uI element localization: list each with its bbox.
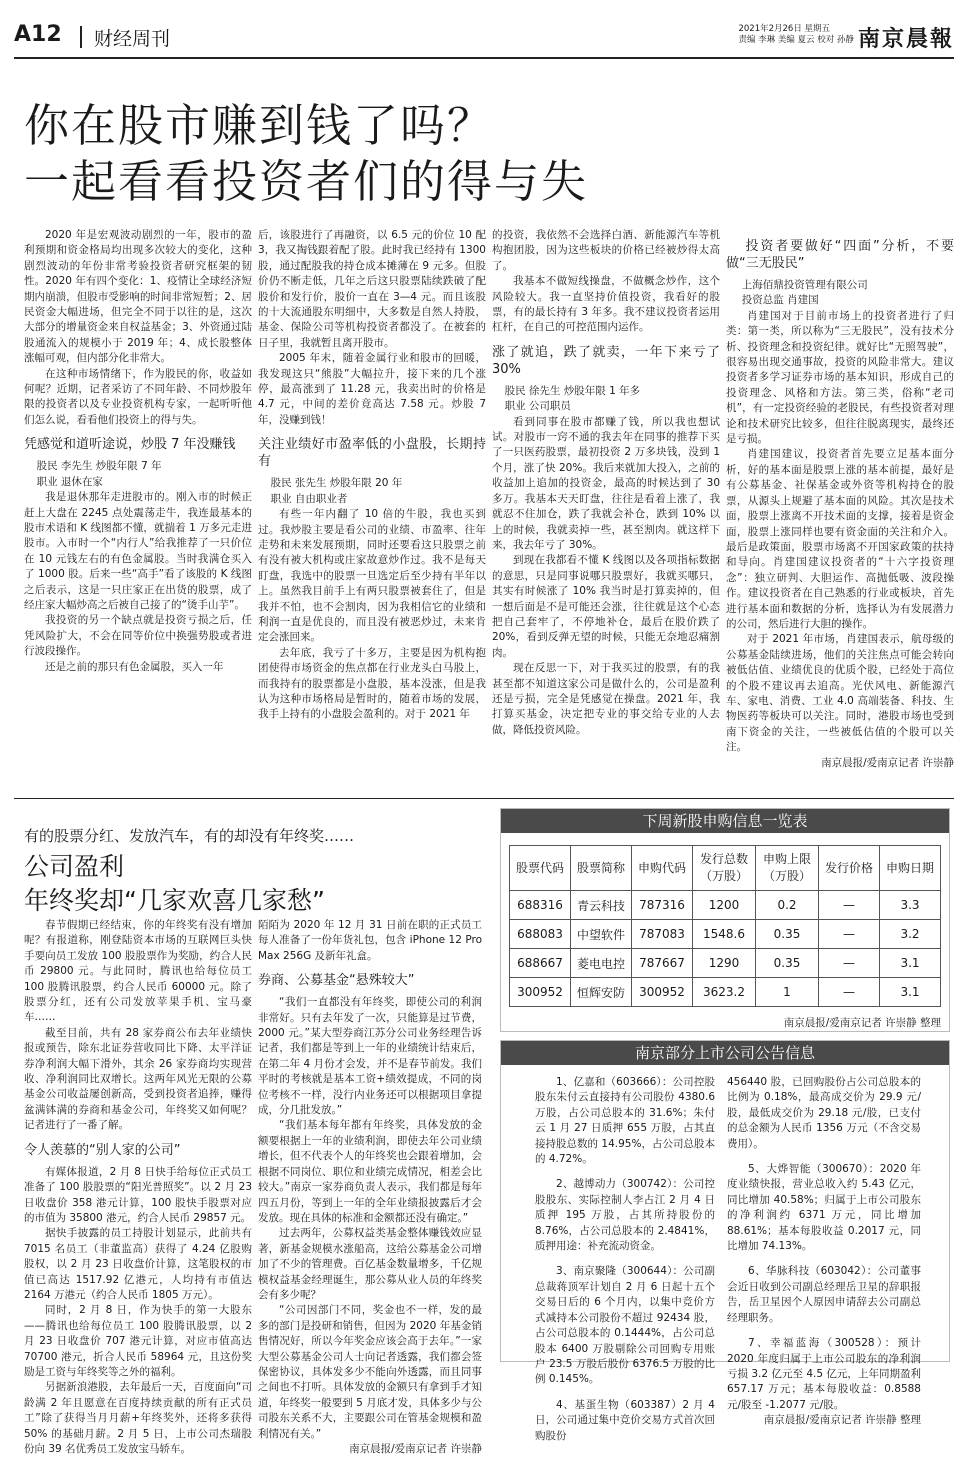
paragraph: 同时，2 月 8 日，作为快手的第一大股东——腾讯也给每位员工 100 股腾讯股票，以 2 月 23 日收盘价 707 港元计算，对应市值高达 70700 港元，折合人民币 58964 元，且这份奖励是工资与年终奖等之外的福利。 — [24, 1304, 252, 1378]
headline-line-1: 你在股市赚到钱了吗？ — [24, 99, 495, 152]
table-row — [510, 949, 941, 978]
paragraph: “公司因部门不同，奖金也不一样，发的最多的部门是投研和销售，但因为 2020 年基金销售情况好，所以今年奖金应该会高于去年。”一家大型公募基金公司人士向记者透露，我们都会签保密协议，具体发多少不能向外透露，而且同事之间也不打听。具体发放的金额只有拿到手才知道，年终奖一般要到 5 月底才发，具体多少与公司股东关系不大，主要跟公司在管基金规模和盈利情况有关。” — [258, 1304, 482, 1440]
paragraph: 有媒体报道，2 月 8 日快手给每位正式员工准备了 100 股股票的“阳光普照奖”。以 2 月 23 日收盘价 358 港元计算，100 股快手股票对应的市值为 35800 港元，约合人民币 29857 元。 — [24, 1165, 252, 1224]
paragraph: 另据新浪港股，去年最后一天，百度面向“司龄满 2 年且愿意在百度持续贡献的所有正式员工”除了获得当月月薪+年终奖外，还将多获得 50% 的基础月薪。2 月 5 日，上市公司杰瑞股份向 39 名优秀员工发放宝马轿车。 — [24, 1381, 252, 1455]
cell: — — [819, 920, 880, 949]
column-header: 发行价格 — [819, 846, 880, 891]
bottom-article-header — [24, 826, 484, 918]
announcement-item: 3、南京聚隆（300644）：公司副总裁蒋顶军计划自 2 月 6 日起十五个交易日后的 6 个月内，以集中竞价方式减持本公司股份不超过 92434 股，占公司总股本的 0.1444%，占公司总股本 6400 万股剔除公司回购专用账户 23.5 万股后股份 6376.5 万股的比例 0.145%。 — [535, 1265, 715, 1386]
paragraph: 陌陌为 2020 年 12 月 31 日前在职的正式员工每人准备了一份年货礼包，包含 iPhone 12 Pro Max 256G 及新年礼盒。 — [258, 919, 482, 962]
org-line: 上海佰鼎投资管理有限公司 — [741, 279, 868, 291]
cell: 1290 — [693, 949, 756, 978]
cell: 0.35 — [756, 920, 819, 949]
cell: 菱电电控 — [571, 949, 632, 978]
ipo-table-title: 下周新股申购信息一览表 — [501, 809, 949, 833]
cell: 恒辉安防 — [571, 978, 632, 1007]
paragraph: “我们一直都没有年终奖，即使公司的利润非常好。只有去年发了一次，只能算是过节费，2000 元。”某大型券商江苏分公司业务经理告诉记者，我们都是等到上一年的业绩统计结束后，在第二年 4 月份才会发，并不是春节前发。我们平时的考核就是基本工资+绩效提成，不同的岗位考核不一样，没行内业务还可以根据项目拿提成，分几批发放。” — [258, 996, 482, 1117]
table-row — [510, 920, 941, 949]
cell: 688316 — [510, 891, 571, 920]
cell: 3623.2 — [693, 978, 756, 1007]
top-article-col-4 — [726, 238, 954, 788]
announcement-item: 1、亿嘉和（603666）：公司控股股东朱付云直接持有公司股份 4380.6 万股，占公司总股本的 31.6%；朱付云 1 月 27 日质押 655 万股，占其直接持股总数的 14.95%，占公司总股本的 4.72%。 — [535, 1076, 715, 1166]
page-header — [14, 18, 954, 54]
subheading: 关注业绩好市盈率低的小盘股，长期持有 — [258, 437, 486, 470]
subheading: 券商、公募基金“悬殊较大” — [258, 973, 415, 989]
cell: 1548.6 — [693, 920, 756, 949]
cell: 1200 — [693, 891, 756, 920]
column-header: 申购代码 — [632, 846, 693, 891]
table-header-row — [510, 846, 941, 891]
bottom-title-line-2: 年终奖却“几家欢喜几家愁” — [24, 886, 325, 915]
paragraph: 还是之前的那只有色金属股，买入一年 — [45, 660, 224, 673]
cell: 3.1 — [880, 978, 941, 1007]
byline: 南京晨报/爱南京记者 许崇静 — [821, 756, 954, 769]
profile-line: 股民 张先生 炒股年限 20 年 — [270, 477, 403, 490]
date-editors-info — [738, 24, 854, 46]
byline: 南京晨报/爱南京记者 许崇静 整理 — [763, 1414, 921, 1427]
column-header: 申购上限（万股） — [756, 846, 819, 891]
paragraph: 看到同事在股市都赚了钱，所以我也想试试。对股市一窍不通的我去年在同事的推荐下买了一只医药股票，最初投资 2 万多块钱，没到 1 个月，涨了快 20%。我后来就加大投入，之前的收益加上追加的投资金，最高的时候达到了 30 多万。我基本天天盯盘，往往是看着上涨了，我就忍不住加仓，跌了我就会补仓，跌到 10% 以上的时候，我就卖掉一些，甚至割肉。就这样下来，我去年亏了 30%。 — [492, 415, 720, 551]
cell: 787667 — [632, 949, 693, 978]
paragraph: 据快手披露的员工持股计划显示，此前共有 7015 名员工（非董监高）获得了 4.24 亿股购股权，以 2 月 23 日收盘价计算，这笔股权的市值已高达 1517.92 亿港元，人均持有市值达 2164 万港元（约合人民币 1805 万元）。 — [24, 1227, 252, 1301]
cell: — — [819, 978, 880, 1007]
cell: 3.1 — [880, 949, 941, 978]
cell: 300952 — [632, 978, 693, 1007]
top-article-col-2 — [258, 228, 486, 788]
paragraph: 春节假期已经结束，你的年终奖有没有增加呢？有报道称，刚登陆资本市场的互联网巨头快手要向员工发放 100 股股票作为奖励，约合人民币 29800 元。与此同时，腾讯也给每位员工 100 股腾讯股票，约合人民币 60000 元。除了股票分红，还有公司发放苹果手机、宝马豪车…… — [24, 919, 252, 1024]
announcement-item: 7、幸福蓝海（300528）：预计 2020 年度归属于上市公司股东的净利润亏损 3.2 亿元至 4.5 亿元，上年同期盈利 657.17 万元；基本每股收益：0.8588 元/股至 -1.2077 元/股。 — [727, 1337, 921, 1411]
cell: 3.3 — [880, 891, 941, 920]
page-number: A12 — [14, 22, 62, 47]
cell: 青云科技 — [571, 891, 632, 920]
subheading: 涨了就追，跌了就卖，一年下来亏了30% — [492, 344, 720, 377]
cell: 1 — [756, 978, 819, 1007]
ipo-info-box — [500, 808, 950, 1032]
paragraph: 现在反思一下，对于我买过的股票，有的我甚至都不知道这家公司是做什么的，公司是盈利还是亏损，完全是凭感觉在操盘。2021 年，我打算买基金，决定把专业的事交给专业的人去做，降低投资风险。 — [492, 662, 720, 736]
profile-line: 职业 公司职员 — [504, 400, 571, 413]
column-header: 股票代码 — [510, 846, 571, 891]
cell: 3.2 — [880, 920, 941, 949]
announcements-title: 南京部分上市公司公告信息 — [501, 1041, 949, 1065]
paragraph: 有些一年内翻了 10 倍的牛股，我也买到过。我炒股主要是看公司的业绩、市盈率、往年走势和未来发展预期，同时还要看这只股票之前有没有被大机构或庄家故意炒作过。我不是每天盯盘，我选中的股票一旦选定后至少持有半年以上。虽然我目前手上有两只股票被套住了，但是我并不怕，也不会割肉，因为我相信它的业绩和利润一直是优良的，而且没有被恶炒过，未来肯定会涨回来。 — [258, 508, 486, 644]
cell: 787316 — [632, 891, 693, 920]
cell: 中望软件 — [571, 920, 632, 949]
paragraph: 2005 年末，随着金属行业和股市的回暖，我发现这只“熊股”大幅拉升，接下来的几个涨停，最高涨到了 11.28 元，我卖出时的价格是 4.7 元，中间的差价竟高达 7.58 元。炒股 7 年，没赚到钱！ — [258, 352, 486, 426]
bottom-title-line-1: 公司盈利 — [24, 852, 125, 881]
profile-line: 股民 徐先生 炒股年限 1 年多 — [504, 384, 641, 397]
headline-line-2: 一起看看投资者们的得与失 — [24, 155, 589, 208]
cell: — — [819, 891, 880, 920]
paragraph: 截至目前，共有 28 家券商公布去年业绩快报或预告，除东北证券营收同比下降、太平洋证券净利润大幅下滑外，其余 26 家券商均实现营收、净利润同比双增长。这两年风光无限的公募基金公司收益屡创新高，受到投资者追捧，赚得盆满钵满的券商和基金公司，年终奖又如何呢？记者进行了一番了解。 — [24, 1026, 252, 1132]
org-line: 投资总监 肖建国 — [741, 294, 819, 307]
paragraph: 在这种市场情绪下，作为股民的你，收益如何呢？近期，记者采访了不同年龄、不同炒股年限的投资者以及专业投资机构专家，一起听听他们怎么说，看看他们投资上的得与失。 — [24, 367, 252, 426]
subheading: 凭感觉和道听途说，炒股 7 年没赚钱 — [24, 437, 236, 453]
paragraph: 2020 年是宏观波动剧烈的一年，股市的盈利预期和资金格局均出现多次较大的变化，这种剧烈波动的年份非常考验投资者研究框架的韧性。2020 年有四个变化：1、疫情让全球经济短期内崩溃，但股市受影响的时间非常短暂；2、居民资金大幅进场，但完全不同于以往的是，这次大部分的增量资金来自权益基金；3、外资通过陆股通流入的规模小于 2019 年；4、成长股整体涨幅可观，但内部分化非常大。 — [24, 229, 252, 365]
paragraph: “我们基本每年都有年终奖，具体发放的金额要根据上一年的业绩利润，即使去年公司业绩增长，但不代表个人的年终奖也会跟着增加，会根据不同岗位、职位和业绩完成情况，相差会比较大。”南京一家券商负责人表示，我们都是每年四五月份，等到上一年的全年业绩报披露后才会发放。现在具体的标准和金额都还没有确定。” — [258, 1119, 482, 1224]
cell: 0.35 — [756, 949, 819, 978]
cell: 300952 — [510, 978, 571, 1007]
table-row — [510, 978, 941, 1007]
cell: — — [819, 949, 880, 978]
paper-logo: 南京晨報 — [857, 26, 954, 52]
announcement-item: 456440 股，已回购股份占公司总股本的比例为 0.18%，最高成交价为 29.9 元/股，最低成交价为 29.18 元/股，已支付的总金额为人民币 1356 万元（不含交易费用）。 — [727, 1076, 921, 1150]
announcement-item: 2、越博动力（300742）：公司控股股东、实际控制人李占江 2 月 4 日质押 195 万股，占其所持股份的 8.76%，占公司总股本的 2.4841%，质押用途：补充流动资金。 — [535, 1178, 715, 1253]
paragraph: 对于 2021 年市场，肖建国表示，航母级的公募基金陆续进场，他们的关注焦点可能会转向被低估值、业绩优良的优质个股，已经处于高位的个股不建议再去追高。光伏风电、新能源汽车、家电、消费、工业 4.0 高端装备、科技、生物医药等板块可以关注。同时，港股市场也受到南下资金的关注，一些被低估值的个股可以关注。 — [726, 633, 954, 754]
profile-line: 职业 自由职业者 — [270, 492, 348, 505]
header-divider — [80, 26, 82, 48]
paragraph: 我基本不做短线操盘，不做概念炒作，这个风险较大。我一直坚持价值投资，我看好的股票，有的最长持有 3 年多。我不建议投资者运用杠杆，在自己的可控范围内运作。 — [492, 275, 720, 334]
paragraph: 过去两年，公募权益类基金整体赚钱效应显著，新基金规模水涨船高，这给公募基金公司增加了不少的管理费。百亿基金数量增多，千亿规模权益基金经理诞生，那公募从业人员的年终奖会有多少呢？ — [258, 1227, 482, 1301]
announcement-item: 4、基蛋生物（603387）2 月 4 日，公司通过集中竞价交易方式首次回购股份 — [535, 1398, 715, 1442]
byline: 南京晨报/爱南京记者 许崇静 整理 — [783, 1017, 941, 1029]
section-name: 财经周刊 — [94, 28, 171, 50]
editors-line: 责编 李琳 美编 夏云 校对 孙静 — [738, 35, 854, 45]
paragraph: 我投资的另一个缺点就是投资亏损之后，任凭风险扩大，不会在同等价位中换强势股或者进行波段操作。 — [24, 614, 252, 658]
subheading: 投资者要做好“四面”分析，不要做“三无股民” — [726, 239, 954, 271]
byline: 南京晨报/爱南京记者 许崇静 — [349, 1443, 482, 1455]
announcement-item: 5、大烨智能（300670）：2020 年度业绩快报，营业总收入约 5.43 亿元，同比增加 40.58%；归属于上市公司股东的净利润约 6371 万元，同比增加 88.61%；基本每股收益 0.2017 元，同比增加 74.13%。 — [727, 1163, 921, 1253]
paragraph: 去年底，我亏了十多万，主要是因为机构抱团使得市场资金的焦点都在行业龙头白马股上，而我持有的股票都是小盘股，基本没涨，但是我认为这种市场格局是暂时的，随着市场的发展，我手上持有的小盘股会盈利的。对于 2021 年 — [258, 646, 486, 721]
column-header: 股票简称 — [571, 846, 632, 891]
ipo-table — [509, 845, 941, 1007]
announcement-item: 6、华脉科技（603042）：公司董事会近日收到公司副总经理岳卫星的辞职报告，岳卫星因个人原因申请辞去公司副总经理职务。 — [727, 1265, 921, 1324]
profile-line: 职业 退休在家 — [36, 475, 103, 488]
top-article-col-1 — [24, 228, 252, 788]
paragraph: 后，该股进行了再融资，以 6.5 元的价位 10 配 3，我又掏钱跟着配了股。此时我已经持有 1300 股，通过配股我的持仓成本摊薄在 9 元多。但股价仍不断走低，几年之后这只股票陆续跌破了配股价和发行价，股价一直在 3—4 元。而且该股的十大流通股东明细中，大多数是自然人持股，基金、保险公司等机构投资者都没了。在被套的日子里，我就暂且离开股市。 — [258, 229, 486, 349]
section-rule — [14, 798, 954, 799]
header-rule — [14, 57, 954, 59]
paragraph: 的投资，我依然不会选择白酒、新能源汽车等机构抱团股，因为这些板块的价格已经被炒得太高了。 — [492, 229, 720, 272]
paragraph: 我是退休那年走进股市的。刚入市的时候正赶上大盘在 2245 点处震荡走牛，我连最基本的股市术语和 K 线图都不懂，就揣着 1 万多元走进股市。入市时一个“内行人”给我推荐了一只价位在 10 元钱左右的有色金属股。当时我满仓买入了 1000 股。后来一些“高手”看了该股的 K 线图之后表示，这是一只庄家正在出货的股票，成了经庄家大幅炒高之后被自己接了的“烫手山芋”。 — [24, 491, 252, 611]
main-headline — [24, 98, 944, 210]
paragraph: 肖建国建议，投资者首先要立足基本面分析，好的基本面是股票上涨的基本前提，最好是有公募基金、社保基金或外资等机构持仓的股票，从源头上规避了基本面的风险。其次是技术面，股票上涨离不开技术面的支撑，接着是资金面，股票上涨同样也要有资金面的关注和介入。最后是政策面，股票市场离不开国家政策的扶持和导向。肖建国建议投资者的“十六字投资理念”：独立研判、大胆运作、高抛低吸、波段操作。建议投资者在自己熟悉的行业或板块，首先进行基本面和数据的分析，选择认为有发展潜力的公司，然后进行大胆的操作。 — [726, 448, 954, 630]
cell: 0.2 — [756, 891, 819, 920]
column-header: 发行总数（万股） — [693, 846, 756, 891]
bottom-article-col-2 — [258, 918, 482, 1455]
announcements-box — [500, 1040, 950, 1442]
announcements-col-2 — [727, 1075, 921, 1427]
kicker: 有的股票分红、发放汽车，有的却没有年终奖…… — [24, 827, 355, 845]
cell: 787083 — [632, 920, 693, 949]
cell: 688667 — [510, 949, 571, 978]
cell: 688083 — [510, 920, 571, 949]
paragraph: 到现在我都看不懂 K 线图以及各项指标数据的意思，只是同事说哪只股票好，我就买哪只，其实有时候涨了 10% 我当时是打算卖掉的，但一想后面是不是可能还会涨，往往就是这个心态把自己套牢了，不停地补仓，最后在股价跌了 20%，看到反弹无望的时候，只能无奈地忍痛割肉。 — [492, 554, 720, 659]
profile-line: 股民 李先生 炒股年限 7 年 — [36, 460, 162, 473]
subheading: 令人羡慕的“别人家的公司” — [24, 1142, 181, 1158]
top-article-col-3 — [492, 228, 720, 788]
column-header: 申购日期 — [880, 846, 941, 891]
paragraph: 肖建国对于目前市场上的投资者进行了归类：第一类，所以称为“三无股民”，没有技术分析、投资理念和投资纪律。就好比“无照驾驶”，很容易出现交通事故，投资的风险非常大。建议投资者多学习证券市场的基本知识，形成自己的投资理念、风格和方法。第三类，俗称“老司机”，有一定投资经验的老股民，有些投资者对理论和技术研究比较多，但往往脱离现实，最终还是亏损。 — [726, 309, 954, 446]
bottom-article-col-1 — [24, 918, 252, 1455]
date-line: 2021年2月26日 星期五 — [738, 24, 831, 34]
table-row — [510, 891, 941, 920]
announcements-col-1 — [535, 1075, 715, 1442]
